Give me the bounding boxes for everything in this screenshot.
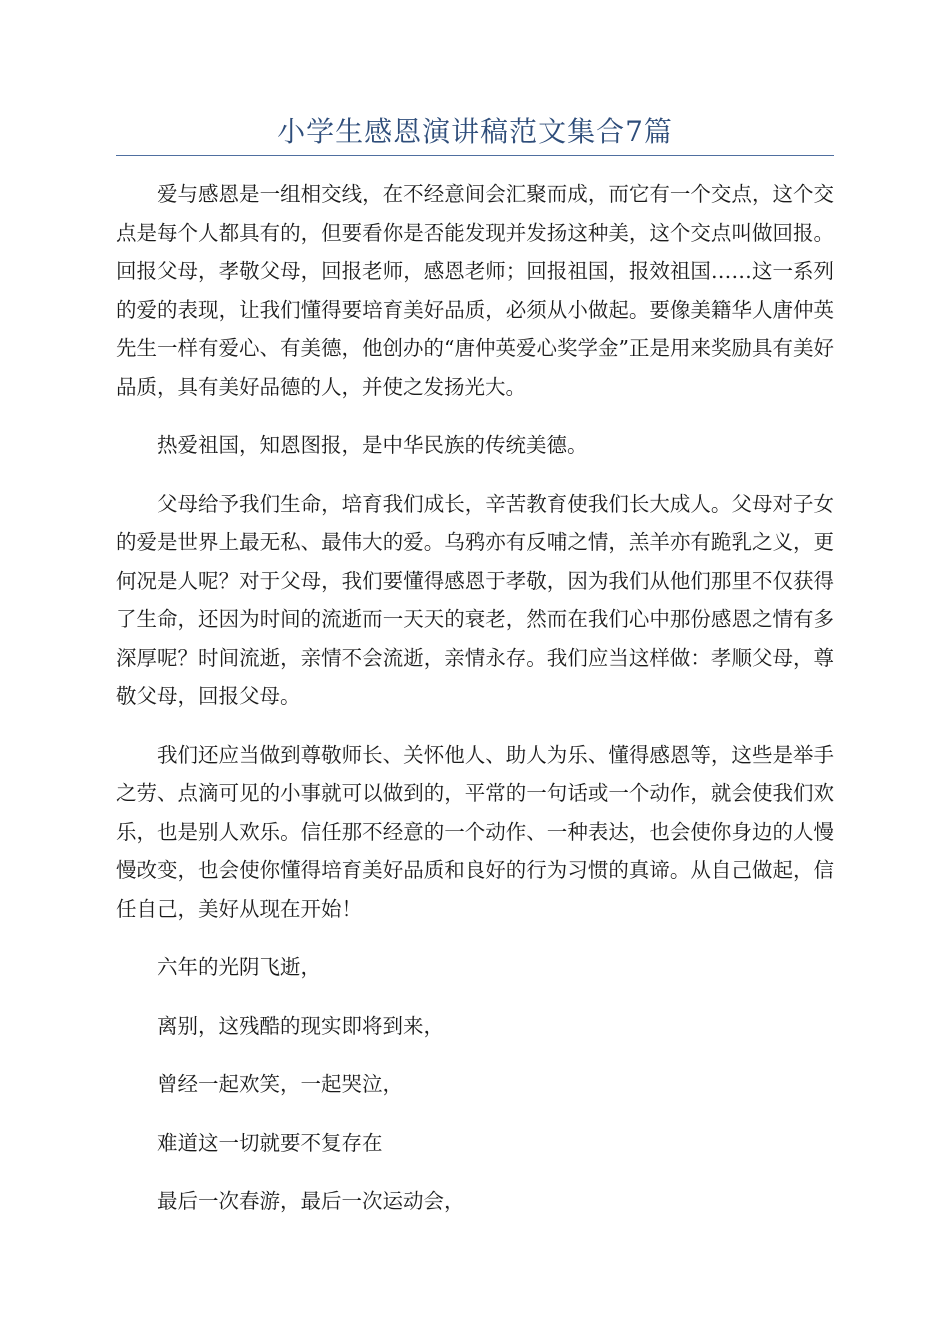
title-underline: [116, 155, 834, 156]
poem-line: 曾经一起欢笑，一起哭泣，: [157, 1072, 403, 1096]
document-title: 小学生感恩演讲稿范文集合7篇: [277, 115, 673, 148]
poem-line: 离别，这残酷的现实即将到来，: [157, 1013, 444, 1038]
body-paragraph: 我们还应当做到尊敬师长、关怀他人、助人为乐、懂得感恩等，这些是举手之劳、点滴可见的小事就可以做到的，平常的一句话或一个动作，就会使我们欢乐，也是别人欢乐。信任那不经意的一个动作、一种表达，也会使你身边的人慢慢改变，也会使你懂得培育美好品质和良好的行为习惯的真谛。从自己做起，信任自己，美好从现在开始！: [116, 742, 834, 921]
poem-line: 难道这一切就要不复存在: [157, 1130, 383, 1155]
poem-line: 最后一次春游，最后一次运动会，: [157, 1189, 465, 1213]
body-paragraph: 父母给予我们生命，培育我们成长，辛苦教育使我们长大成人。父母对子女的爱是世界上最无私、最伟大的爱。乌鸦亦有反哺之情，羔羊亦有跪乳之义，更何况是人呢？对于父母，我们要懂得感恩于孝敬，因为我们从他们那里不仅获得了生命，还因为时间的流逝而一天天的衰老，然而在我们心中那份感恩之情有多深厚呢？时间流逝，亲情不会流逝，亲情永存。我们应当这样做：孝顺父母，尊敬父母，回报父母。: [116, 491, 834, 708]
body-paragraph: 热爱祖国，知恩图报，是中华民族的传统美德。: [157, 433, 588, 457]
body-paragraph: 爱与感恩是一组相交线，在不经意间会汇聚而成，而它有一个交点，这个交点是每个人都具有的，但要看你是否能发现并发扬这种美，这个交点叫做回报。回报父母，孝敬父母，回报老师，感恩老师；回报祖国，报效祖国……这一系列的爱的表现，让我们懂得要培育美好品质，必须从小做起。要像美籍华人唐仲英先生一样有爱心、有美德，他创办的“唐仲英爱心奖学金”正是用来奖励具有美好品质，具有美好品德的人，并使之发扬光大。: [116, 182, 834, 399]
document-body: [116, 175, 834, 1241]
poem-line: 六年的光阴飞逝，: [157, 955, 321, 979]
